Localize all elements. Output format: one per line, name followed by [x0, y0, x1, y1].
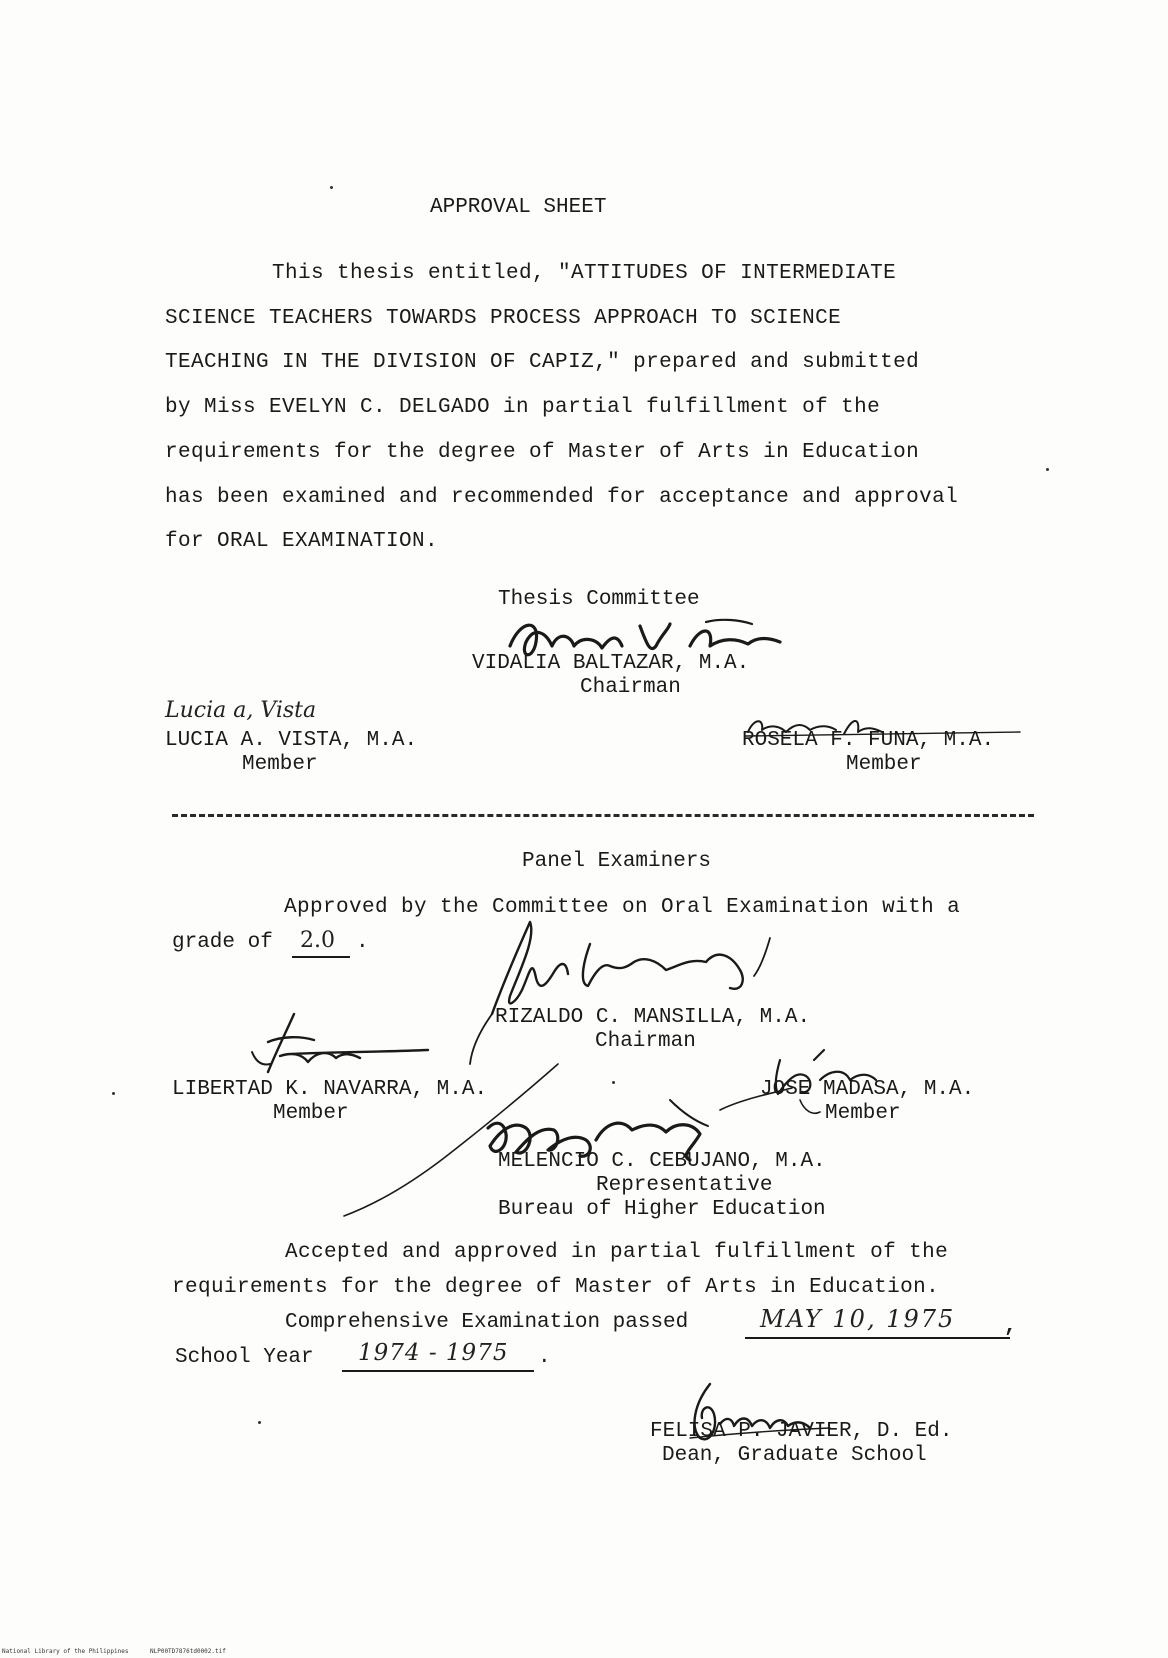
- grade-value: 2.0: [300, 928, 335, 953]
- comp-exam-date: MAY 10, 1975: [760, 1305, 956, 1333]
- section-divider: [172, 814, 1034, 817]
- speck: [112, 1092, 115, 1095]
- grade-underline: [292, 956, 350, 958]
- committee-member-left-name: LUCIA A. VISTA, M.A.: [165, 729, 418, 752]
- committee-chairman-name: VIDALIA BALTAZAR, M.A.: [472, 652, 750, 675]
- footer-library: National Library of the Philippines: [2, 1648, 129, 1655]
- committee-member-right-role: Member: [846, 753, 922, 776]
- page-title: APPROVAL SHEET: [430, 196, 607, 219]
- body-line: SCIENCE TEACHERS TOWARDS PROCESS APPROACH TO SCIENCE: [165, 307, 842, 330]
- panel-member-left-name: LIBERTAD K. NAVARRA, M.A.: [172, 1078, 488, 1101]
- vista-signature: Lucia a, Vista: [165, 698, 317, 723]
- comp-exam-label: Comprehensive Examination passed: [285, 1311, 689, 1334]
- comp-exam-suffix: ,: [1004, 1315, 1017, 1338]
- body-line: This thesis entitled, "ATTITUDES OF INTERMEDIATE: [272, 262, 897, 285]
- comp-date-underline: [745, 1337, 1010, 1339]
- panel-chairman-role: Chairman: [595, 1030, 696, 1053]
- dean-name: FELISA P. JAVIER, D. Ed.: [650, 1420, 953, 1443]
- grade-prefix: grade of: [172, 931, 273, 954]
- committee-member-right-name: ROSELA F. FUNA, M.A.: [742, 729, 995, 752]
- school-year-underline: [342, 1370, 534, 1372]
- body-line: has been examined and recommended for acceptance and approval: [165, 486, 959, 509]
- speck: [1046, 468, 1049, 471]
- panel-member-right-name: JOSE MADASA, M.A.: [760, 1078, 975, 1101]
- panel-member-left-role: Member: [273, 1102, 349, 1125]
- body-line: by Miss EVELYN C. DELGADO in partial fulfillment of the: [165, 396, 881, 419]
- footer-file: NLP00TD7876td0002.tif: [150, 1648, 226, 1655]
- body-line: requirements for the degree of Master of Arts in Education: [165, 441, 920, 464]
- school-year-value: 1974 - 1975: [358, 1340, 509, 1366]
- speck: [258, 1421, 261, 1424]
- grade-suffix: .: [356, 931, 369, 954]
- panel-approved-line: Approved by the Committee on Oral Examination with a: [284, 896, 961, 919]
- representative-role: Representative: [596, 1174, 773, 1197]
- speck: [612, 1081, 615, 1084]
- panel-heading: Panel Examiners: [522, 850, 712, 873]
- dean-title: Dean, Graduate School: [662, 1444, 927, 1467]
- representative-name: MELENCIO C. CEBUJANO, M.A.: [498, 1150, 826, 1173]
- committee-chairman-role: Chairman: [580, 676, 681, 699]
- acceptance-line: Accepted and approved in partial fulfillment of the: [285, 1241, 949, 1264]
- panel-chairman-name: RIZALDO C. MANSILLA, M.A.: [495, 1006, 811, 1029]
- body-line: for ORAL EXAMINATION.: [165, 530, 439, 553]
- committee-heading: Thesis Committee: [498, 588, 700, 611]
- panel-member-right-role: Member: [825, 1102, 901, 1125]
- speck: [330, 186, 333, 189]
- school-year-label: School Year: [175, 1346, 314, 1369]
- representative-office: Bureau of Higher Education: [498, 1198, 826, 1221]
- acceptance-line: requirements for the degree of Master of Arts in Education.: [172, 1276, 940, 1299]
- body-line: TEACHING IN THE DIVISION OF CAPIZ," prepared and submitted: [165, 351, 920, 374]
- school-year-suffix: .: [538, 1346, 551, 1369]
- committee-member-left-role: Member: [242, 753, 318, 776]
